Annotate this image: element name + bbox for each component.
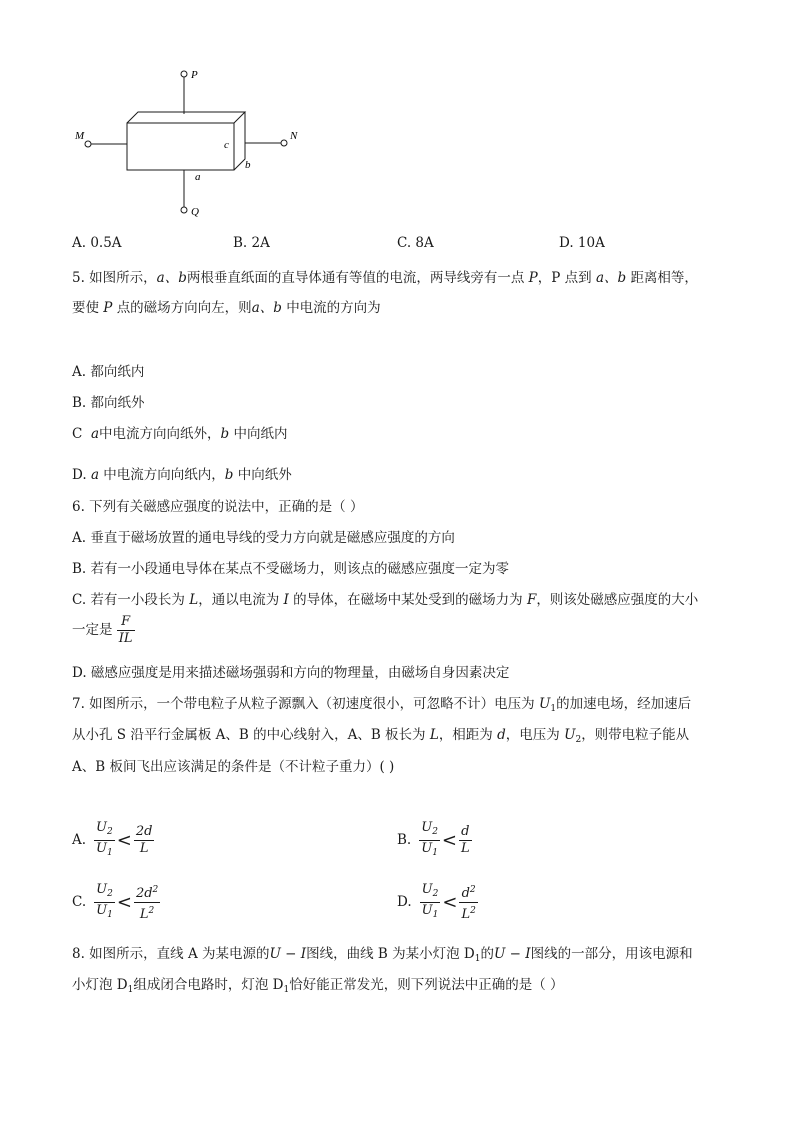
q7-option-b[interactable]: B. $\frac{U_2}{U_1}$ < $\frac{d}{L}$ xyxy=(397,819,470,858)
q7-stem-line2: 从小孔 S 沿平行金属板 A、B 的中心线射入，A、B 板长为 L，相距为 d，电压为 $U_2$，则带电粒子能从 xyxy=(72,727,690,745)
q5-stem-line1: 5. 如图所示，a、b两根垂直纸面的直导体通有等值的电流，两导线旁有一点 P，P 点到 a、b 距离相等， xyxy=(72,270,698,286)
q5-option-c[interactable]: C a中电流方向向纸外，b 中向纸内 xyxy=(72,426,288,442)
label-Q: Q xyxy=(191,206,199,218)
label-b: b xyxy=(245,159,251,171)
q5-option-b[interactable]: B. 都向纸外 xyxy=(72,395,145,411)
label-c: c xyxy=(224,139,229,151)
q4-option-d[interactable]: D. 10A xyxy=(559,235,605,251)
figure-q4-block xyxy=(70,62,310,222)
q4-option-c[interactable]: C. 8A xyxy=(397,235,434,251)
q7-option-d[interactable]: D. $\frac{U_2}{U_1}$ < $\frac{d^2}{L^2}$ xyxy=(397,881,476,922)
q6-option-a[interactable]: A. 垂直于磁场放置的通电导线的受力方向就是磁感应强度的方向 xyxy=(72,530,455,546)
q6-option-d[interactable]: D. 磁感应强度是用来描述磁场强弱和方向的物理量，由磁场自身因素决定 xyxy=(72,665,510,681)
label-N: N xyxy=(290,130,298,142)
q5-stem-line2: 要使 P 点的磁场方向向左，则a、b 中电流的方向为 xyxy=(72,300,381,316)
label-P: P xyxy=(191,69,198,81)
label-a: a xyxy=(195,171,201,183)
q7-option-c[interactable]: C. $\frac{U_2}{U_1}$ < $\frac{2d^2}{L^2}$ xyxy=(72,881,159,922)
q6-option-b[interactable]: B. 若有一小段通电导体在某点不受磁场力，则该点的磁感应强度一定为零 xyxy=(72,561,510,577)
q6-stem: 6. 下列有关磁感应强度的说法中，正确的是（ ） xyxy=(72,499,364,515)
q4-option-b[interactable]: B. 2A xyxy=(233,235,270,251)
q5-option-a[interactable]: A. 都向纸内 xyxy=(72,364,145,380)
q8-stem-line2: 小灯泡 $D_1$组成闭合电路时，灯泡 $D_1$恰好能正常发光，则下列说法中正确的是（ ） xyxy=(72,977,564,995)
q6-option-c-line1[interactable]: C. 若有一小段长为 L，通以电流为 I 的导体，在磁场中某处受到的磁场力为 F，则该处磁感应强度的大小 xyxy=(72,592,699,608)
q7-stem-line3: A、B 板间飞出应该满足的条件是（不计粒子重力）( ) xyxy=(72,759,395,775)
q4-option-a[interactable]: A. 0.5A xyxy=(72,235,122,251)
q8-stem-line1: 8. 如图所示，直线 A 为某电源的U − I图线，曲线 B 为某小灯泡 $D_1$的U − I图线的一部分，用该电源和 xyxy=(72,946,693,964)
q6-fraction: $\frac{F}{IL}$ xyxy=(118,614,133,646)
q6-option-c-line2: 一定是 $\frac{F}{IL}$ xyxy=(72,614,133,646)
q5-option-d[interactable]: D. a 中电流方向向纸内，b 中向纸外 xyxy=(72,467,292,483)
q7-stem-line1: 7. 如图所示，一个带电粒子从粒子源飘入（初速度很小，可忽略不计）电压为 $U_1$的加速电场，经加速后 xyxy=(72,696,692,714)
label-M: M xyxy=(75,130,85,142)
q7-option-a[interactable]: A. $\frac{U_2}{U_1}$ < $\frac{2d}{L}$ xyxy=(72,819,153,858)
